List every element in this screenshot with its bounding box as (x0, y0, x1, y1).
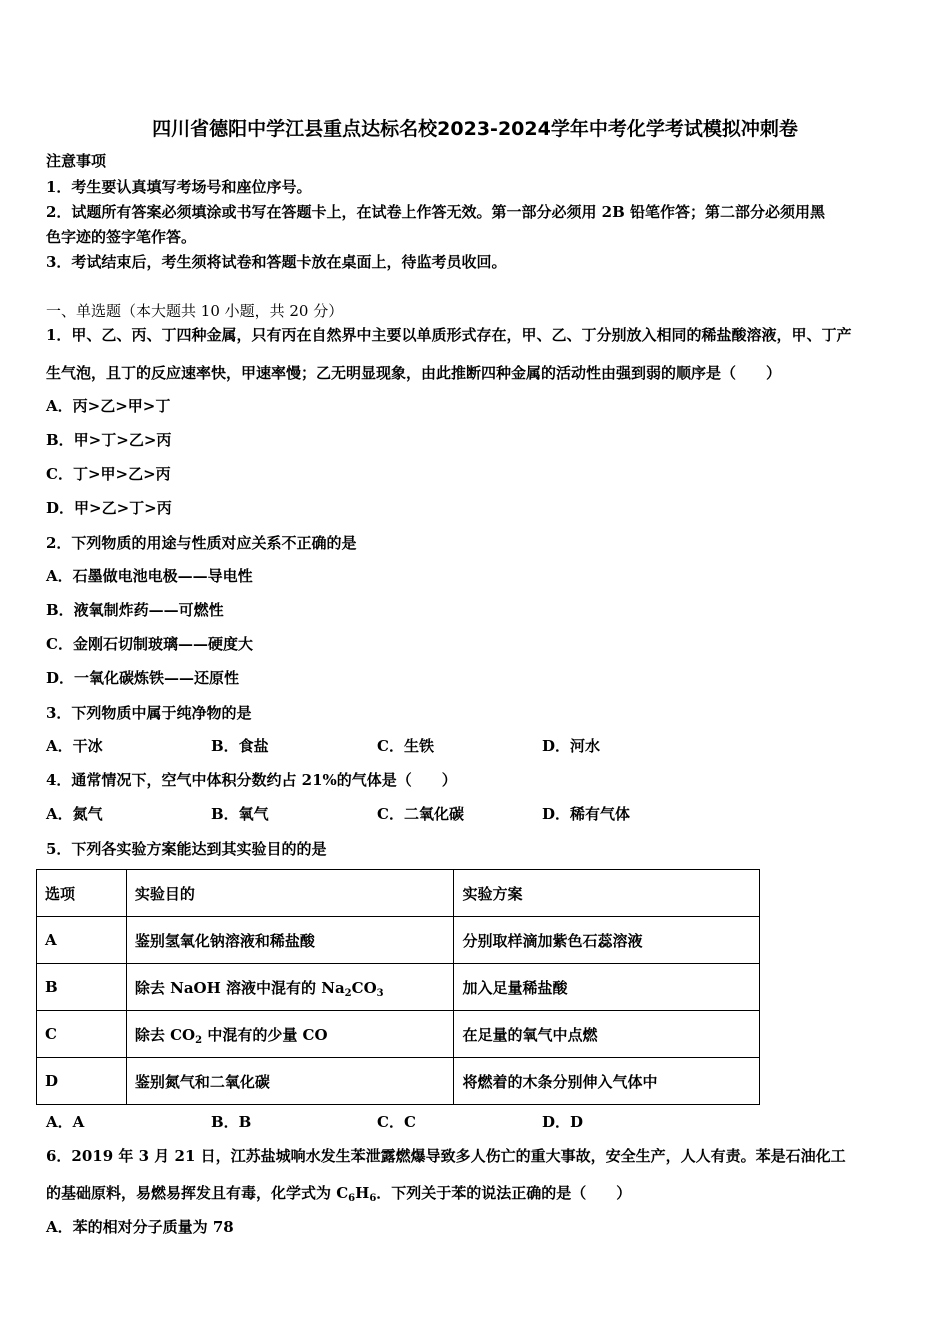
experiment-table (36, 869, 760, 1105)
section-heading: 一、单选题（本大题共 10 小题，共 20 分） (46, 302, 344, 320)
question-3-option-b: B．食盐 (211, 737, 269, 755)
question-6-stem: 的基础原料，易燃易挥发且有毒，化学式为 $C_6H_6$．下列关于苯的说法正确的是（ ） (46, 1184, 632, 1204)
notice-item: 色字迹的签字笔作答。 (46, 228, 197, 246)
notice-item: 1．考生要认真填写考场号和座位序号。 (46, 178, 312, 196)
notice-item: 2．试题所有答案必须填涂或书写在答题卡上，在试卷上作答无效。第一部分必须用 2B 铅笔作答；第二部分必须用黑 (46, 203, 826, 221)
table-header-cell: 实验方案 (454, 870, 760, 917)
question-4-option-c: C．二氧化碳 (377, 805, 464, 823)
table-header-row (37, 870, 760, 917)
table-cell-plan: 将燃着的木条分别伸入气体中 (454, 1058, 760, 1105)
question-5-option-a: A．A (46, 1113, 85, 1131)
question-2-option-c: C．金刚石切制玻璃——硬度大 (46, 635, 253, 653)
question-5-option-b: B．B (211, 1113, 252, 1131)
question-1-option-d: D．甲>乙>丁>丙 (46, 499, 172, 517)
question-2-option-a: A．石墨做电池电极——导电性 (46, 567, 253, 585)
table-cell-plan: 分别取样滴加紫色石蕊溶液 (454, 917, 760, 964)
table-row (37, 917, 760, 964)
table-cell-goal: 鉴别氮气和二氧化碳 (126, 1058, 454, 1105)
table-cell-option: A (37, 917, 127, 964)
table-cell-goal: 除去 $CO_2$ 中混有的少量 CO (126, 1011, 454, 1058)
question-5-option-d: D．D (542, 1113, 584, 1131)
question-1-option-c: C．丁>甲>乙>丙 (46, 465, 171, 483)
question-4-option-a: A．氮气 (46, 805, 103, 823)
page-title: 四川省德阳中学江县重点达标名校2023-2024学年中考化学考试模拟冲刺卷 (152, 118, 798, 140)
question-2-stem: 2．下列物质的用途与性质对应关系不正确的是 (46, 534, 357, 552)
table-row (37, 1011, 760, 1058)
table-cell-goal: 除去 NaOH 溶液中混有的 $Na_2CO_3$ (126, 964, 454, 1011)
table-cell-plan: 在足量的氧气中点燃 (454, 1011, 760, 1058)
table-row (37, 1058, 760, 1105)
table-header-cell: 实验目的 (126, 870, 454, 917)
question-4-stem: 4．通常情况下，空气中体积分数约占 21%的气体是（ ） (46, 771, 457, 789)
question-1-option-a: A．丙>乙>甲>丁 (46, 397, 171, 415)
question-6-option-a: A．苯的相对分子质量为 78 (46, 1218, 234, 1236)
question-1-option-b: B．甲>丁>乙>丙 (46, 431, 172, 449)
question-5-option-c: C．C (377, 1113, 416, 1131)
question-3-stem: 3．下列物质中属于纯净物的是 (46, 704, 252, 722)
question-4-option-b: B．氧气 (211, 805, 269, 823)
question-5-stem: 5．下列各实验方案能达到其实验目的的是 (46, 840, 327, 858)
question-1-stem: 1．甲、乙、丙、丁四种金属，只有丙在自然界中主要以单质形式存在，甲、乙、丁分别放入相同的稀盐酸溶液，甲、丁产 (46, 326, 852, 344)
question-4-option-d: D．稀有气体 (542, 805, 631, 823)
table-cell-option: C (37, 1011, 127, 1058)
notice-item: 3．考试结束后，考生须将试卷和答题卡放在桌面上，待监考员收回。 (46, 253, 507, 271)
table-cell-plan: 加入足量稀盐酸 (454, 964, 760, 1011)
question-3-option-d: D．河水 (542, 737, 601, 755)
question-2-option-d: D．一氧化碳炼铁——还原性 (46, 669, 240, 687)
question-6-stem: 6．2019 年 3 月 21 日，江苏盐城响水发生苯泄露燃爆导致多人伤亡的重大事故，安全生产，人人有责。苯是石油化工 (46, 1147, 846, 1165)
table-row (37, 964, 760, 1011)
table-cell-option: B (37, 964, 127, 1011)
notice-heading: 注意事项 (46, 152, 107, 170)
question-3-option-a: A．干冰 (46, 737, 103, 755)
table-cell-option: D (37, 1058, 127, 1105)
question-3-option-c: C．生铁 (377, 737, 434, 755)
table-cell-goal: 鉴别氢氧化钠溶液和稀盐酸 (126, 917, 454, 964)
question-1-stem: 生气泡，且丁的反应速率快，甲速率慢；乙无明显现象，由此推断四种金属的活动性由强到弱的顺序是（ ） (46, 364, 782, 382)
table-header-cell: 选项 (37, 870, 127, 917)
question-2-option-b: B．液氧制炸药——可燃性 (46, 601, 224, 619)
